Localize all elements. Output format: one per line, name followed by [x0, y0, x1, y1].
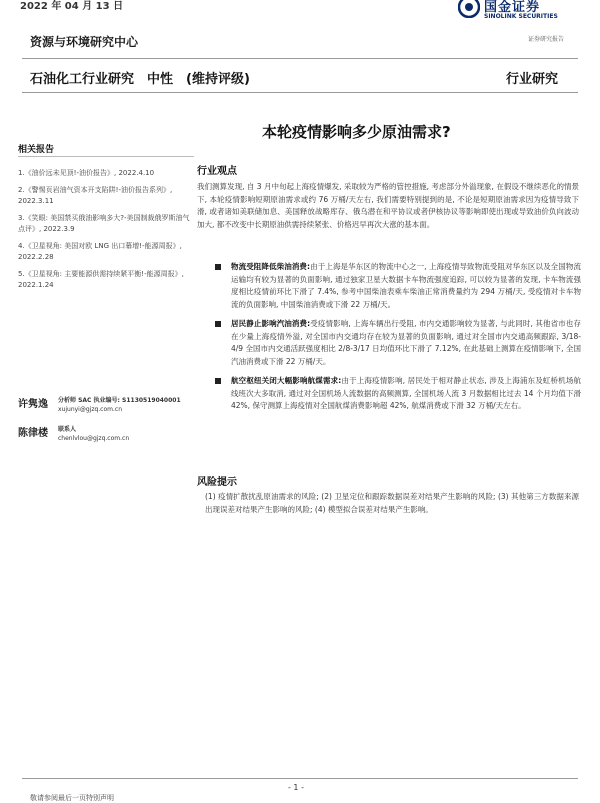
contact-card	[18, 424, 198, 464]
analyst-role: 分析师 SAC 执业编号: S1130519040001	[58, 397, 181, 404]
contact-role: 联系人	[58, 426, 77, 433]
contact-email[interactable]: chenlvlou@gjzq.com.cn	[58, 435, 130, 442]
key-point-lead: 航空枢纽关闭大幅影响航煤需求:	[231, 376, 342, 385]
report-type: 行业研究	[506, 72, 559, 87]
key-point-lead: 居民静止影响汽油消费:	[231, 319, 311, 328]
key-point-text: 由于上海是华东区的物流中心之一, 上海疫情导致物流受阻对华东区以及全国物流运输均有较为显著的负面影响, 通过独家卫星大数据卡车物流强度追踪, 可以较为显著的发现, 卡车物流强度相比疫情前环比下滑了 7.4%, 参考中国柴油表乘车柴油正常消费量约为 294 万桶/天, 受疫情对卡车物流的负面影响, 中国柴油消费或下滑 22 万桶/天。	[231, 262, 581, 309]
report-date: 2022 年 04 月 13 日	[20, 1, 124, 12]
bullet-square-icon	[215, 321, 221, 327]
key-point-diesel	[205, 261, 581, 311]
key-point-text: 由于上海疫情影响, 居民处于相对静止状态, 涉及上海浦东及虹桥机场航线班次大多取消, 通过对全国机场人流数据的高频测算, 全国机场人流 3 月数据相比过去 14 个月均值下滑 42%, 保守测算上海疫情对全国航煤消费影响超 42%, 航煤消费或下滑 32 万桶/天左右。	[231, 376, 582, 410]
key-point-jet-fuel	[205, 375, 581, 413]
page-number: - 1 -	[288, 783, 304, 792]
related-report-link[interactable]: 2.《警惕页岩油气资本开支陷阱!-油价报告系列》, 2022.3.11	[18, 186, 173, 205]
related-report-link[interactable]: 3.《笑眼: 美国禁买俄油影响多大?-美国制裁俄罗斯油气点评》, 2022.3.9	[18, 214, 190, 233]
related-reports-heading: 相关报告	[18, 145, 55, 155]
key-point-lead: 物流受阻降低柴油消费:	[231, 262, 311, 271]
company-logo	[458, 0, 588, 32]
industry-view-intro: 我们测算发现, 自 3 月中旬起上海疫情爆发, 采取较为严格的管控措施, 考虑部分外溢现象, 在假设不继续恶化的情景下, 本轮疫情影响短期原油需求或约 76 万桶/天左右, 我们需要特别提到的是, 不论是短期原油需求因为疫情导致下滑, 或者诸如美联储加息、美国释放战略库存、俄乌潜在和平协议或者伊核协议等影响即使出现或导致油价负向波动加大, 都不改变中长期原油供需持续紧张、价格迟早再次大涨的基本面。	[197, 182, 579, 229]
key-point-text: 受疫情影响, 上海车辆出行受阻, 市内交通影响较为显著, 与此同时, 其他省市也存在少量上海疫情外溢, 对全国市内交通均存在较为显著的负面影响, 通过对全国市内交通高频跟踪, 3/18-4/9 全国市内交通活跃强度相比 2/8-3/17 日均值环比下滑了 7.12%, 在此基础上测算在疫情影响下, 全国汽油消费或下滑 22 万桶/天。	[231, 319, 581, 366]
related-reports-list	[18, 168, 196, 297]
bullet-square-icon	[215, 378, 221, 384]
disclaimer-note: 敬请参阅最后一页特别声明	[30, 794, 114, 802]
logo-text-en: SINOLINK SECURITIES	[484, 13, 558, 20]
analyst-name: 许隽逸	[18, 399, 48, 410]
key-point-gasoline	[205, 318, 581, 368]
report-category-label: 证券研究报告	[528, 36, 565, 43]
research-department: 资源与环境研究中心	[30, 35, 139, 49]
contact-name: 陈律楼	[18, 428, 48, 439]
article-title: 本轮疫情影响多少原油需求?	[262, 123, 451, 141]
risk-heading: 风险提示	[197, 477, 237, 488]
bullet-square-icon	[215, 264, 221, 270]
key-points-list	[205, 261, 581, 420]
related-report-link[interactable]: 5.《卫星视角: 主要能源供需持续紧平衡!-能源周报》, 2022.1.24	[18, 270, 184, 289]
industry-view-heading: 行业观点	[197, 166, 237, 177]
logo-text-cn: 国金证券	[484, 0, 541, 15]
footer-divider	[22, 778, 578, 779]
risk-text: (1) 疫情扩散扰乱原油需求的风险; (2) 卫星定位和跟踪数据误差对结果产生影响的风险; (3) 其他第三方数据来源出现误差对结果产生影响的风险; (4) 模型拟合误差对结果产生影响。	[205, 492, 579, 514]
analyst-email[interactable]: xujunyi@gjzq.com.cn	[58, 406, 123, 413]
related-report-link[interactable]: 4.《卫星视角: 美国对欧 LNG 出口幕增!-能源周报》, 2022.2.28	[18, 242, 182, 261]
sinolink-logo-icon	[458, 0, 480, 18]
report-heading: 石油化工行业研究 中性 (维持评级)	[30, 72, 250, 87]
header-divider-2	[22, 92, 578, 93]
header-divider	[22, 58, 578, 59]
related-report-link[interactable]: 1.《油价远未见顶!-油价报告》, 2022.4.10	[18, 169, 155, 177]
related-reports-divider	[18, 156, 194, 157]
